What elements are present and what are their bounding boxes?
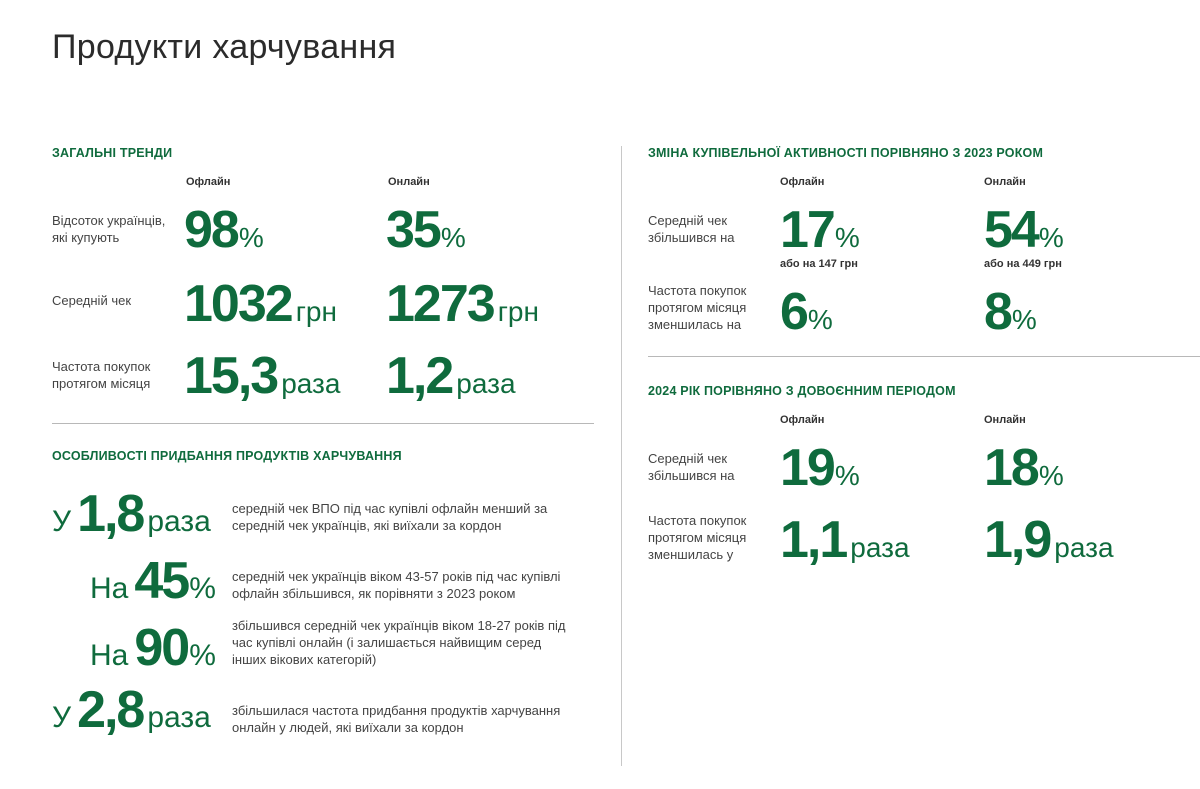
page-title: Продукти харчування bbox=[52, 28, 397, 66]
prewar-row-label: Частота покупок протягом місяця зменшилась у bbox=[648, 513, 747, 562]
feature-value: У 1,8 раза bbox=[52, 485, 211, 543]
trends-row-label: Середній чек bbox=[52, 293, 132, 308]
change2023-heading: ЗМІНА КУПІВЕЛЬНОЇ АКТИВНОСТІ ПОРІВНЯНО З 2023 РОКОМ bbox=[648, 146, 1044, 160]
prewar-online-value: 1,9 раза bbox=[984, 511, 1114, 569]
prewar-offline-value: 1,1 раза bbox=[780, 511, 910, 569]
trends-offline-value: 98% bbox=[184, 201, 264, 259]
trends-col-offline: Офлайн bbox=[186, 176, 231, 188]
change2023-row-label: Середній чек збільшився на bbox=[648, 213, 735, 245]
change2023-col-online: Онлайн bbox=[984, 176, 1026, 188]
trends-online-value: 1273 грн bbox=[386, 275, 539, 333]
prewar-online-value: 18% bbox=[984, 439, 1064, 497]
feature-value: На 90% bbox=[90, 619, 216, 677]
section-divider bbox=[52, 423, 594, 424]
trends-col-online: Онлайн bbox=[388, 176, 430, 188]
change2023-row-label: Частота покупок протягом місяця зменшилась на bbox=[648, 283, 747, 332]
section-divider bbox=[648, 356, 1200, 357]
feature-value: У 2,8 раза bbox=[52, 681, 211, 739]
change2023-online-note: або на 449 грн bbox=[984, 258, 1062, 270]
change2023-online-value: 8% bbox=[984, 283, 1037, 341]
prewar-heading: 2024 РІК ПОРІВНЯНО З ДОВОЄННИМ ПЕРІОДОМ bbox=[648, 384, 956, 398]
trends-online-value: 35% bbox=[386, 201, 466, 259]
change2023-offline-note: або на 147 грн bbox=[780, 258, 858, 270]
trends-offline-value: 1032 грн bbox=[184, 275, 337, 333]
prewar-col-online: Онлайн bbox=[984, 414, 1026, 426]
change2023-offline-value: 6% bbox=[780, 283, 833, 341]
feature-value: На 45% bbox=[90, 552, 216, 610]
change2023-offline-value: 17% bbox=[780, 201, 860, 259]
prewar-col-offline: Офлайн bbox=[780, 414, 825, 426]
feature-description: середній чек ВПО під час купівлі офлайн менший за середній чек українців, які виїхали за кордон bbox=[232, 501, 548, 533]
feature-description: середній чек українців віком 43-57 років під час купівлі офлайн збільшився, як порівняти з 2023 роком bbox=[232, 569, 561, 601]
prewar-row-label: Середній чек збільшився на bbox=[648, 451, 735, 483]
feature-description: збільшився середній чек українців віком 18-27 років під час купівлі онлайн (і залишається найвищим серед інших вікових категорій) bbox=[232, 618, 566, 667]
trends-row-label: Частота покупок протягом місяця bbox=[52, 359, 151, 391]
column-divider bbox=[621, 146, 622, 766]
trends-online-value: 1,2 раза bbox=[386, 347, 516, 405]
prewar-offline-value: 19% bbox=[780, 439, 860, 497]
trends-row-label: Відсоток українців, які купують bbox=[52, 213, 166, 245]
change2023-col-offline: Офлайн bbox=[780, 176, 825, 188]
change2023-online-value: 54% bbox=[984, 201, 1064, 259]
features-heading: ОСОБЛИВОСТІ ПРИДБАННЯ ПРОДУКТІВ ХАРЧУВАННЯ bbox=[52, 449, 402, 463]
feature-description: збільшилася частота придбання продуктів харчування онлайн у людей, які виїхали за кордон bbox=[232, 703, 561, 735]
trends-heading: ЗАГАЛЬНІ ТРЕНДИ bbox=[52, 146, 173, 160]
trends-offline-value: 15,3 раза bbox=[184, 347, 341, 405]
